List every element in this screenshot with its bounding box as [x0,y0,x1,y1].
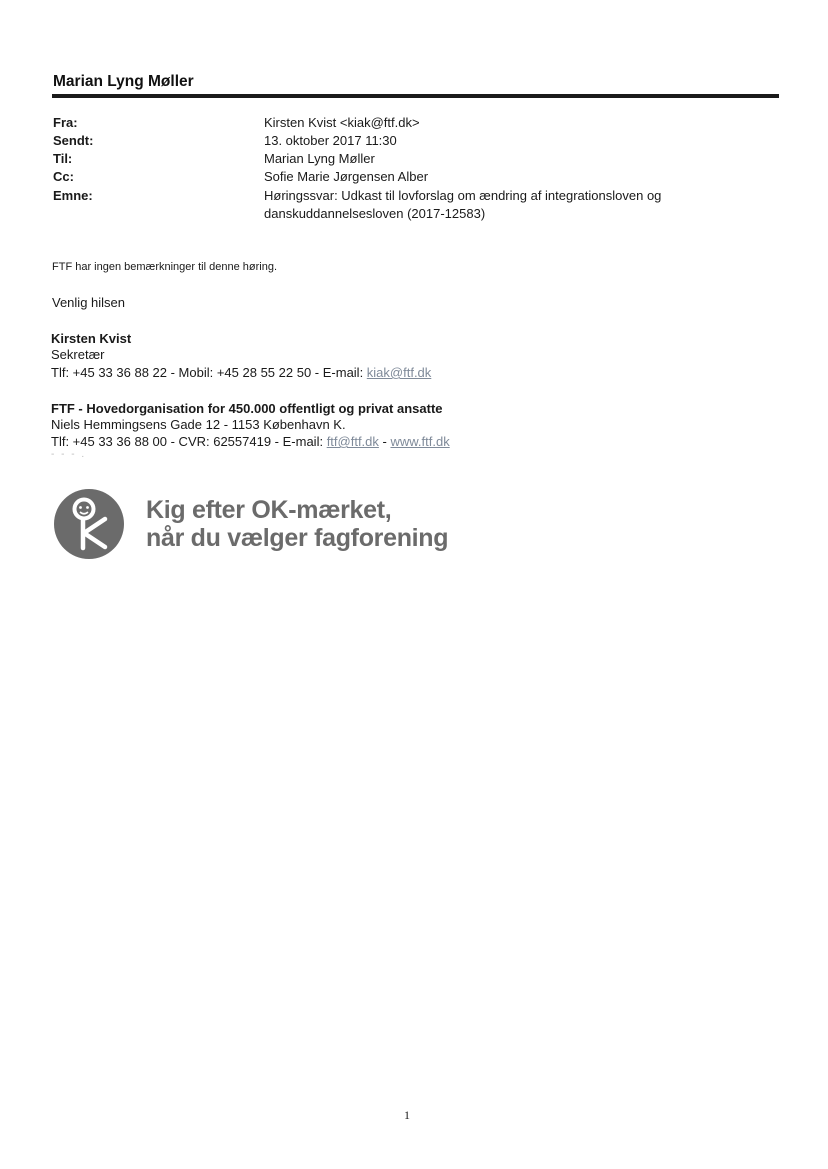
subject-value: Høringssvar: Udkast til lovforslag om ændring af integrationsloven og [264,188,662,203]
cc-value: Sofie Marie Jørgensen Alber [264,169,429,184]
org-contact: Tlf: +45 33 36 88 00 - CVR: 62557419 - E-mail: ftf@ftf.dk - www.ftf.dk [51,434,450,449]
contact-email-link[interactable]: kiak@ftf.dk [366,365,432,380]
sent-value: 13. oktober 2017 11:30 [264,133,397,148]
org-name: FTF - Hovedorganisation for 450.000 offentligt og privat ansatte [51,401,443,416]
banner-slogan: Kig efter OK-mærket, når du vælger fagforening [146,496,449,552]
message-body: FTF har ingen bemærkninger til denne høring. [52,261,277,273]
org-web-link[interactable]: www.ftf.dk [390,434,450,449]
greeting: Venlig hilsen [52,295,125,310]
ok-banner[interactable] [53,488,473,563]
ok-mark-icon [53,488,125,560]
owner-name: Marian Lyng Møller [53,73,194,90]
sent-label: Sendt: [53,133,94,148]
cc-label: Cc: [53,169,74,184]
subject-label: Emne: [53,188,93,203]
org-email-link[interactable]: ftf@ftf.dk [326,434,379,449]
from-value: Kirsten Kvist <kiak@ftf.dk> [264,115,420,130]
signature-name: Kirsten Kvist [51,331,132,346]
page-number: 1 [404,1108,410,1122]
subject-value-line2: danskuddannelsesloven (2017-12583) [264,206,486,221]
to-value: Marian Lyng Møller [264,151,375,166]
signature-title: Sekretær [51,347,105,362]
org-address: Niels Hemmingsens Gade 12 - 1153 København K. [51,417,346,432]
from-label: Fra: [53,115,78,130]
signature-contact: Tlf: +45 33 36 88 22 - Mobil: +45 28 55 22 50 - E-mail: kiak@ftf.dk [51,365,432,380]
signature-dashes: - - - . [51,449,87,460]
to-label: Til: [53,151,73,166]
header-rule [52,94,779,98]
